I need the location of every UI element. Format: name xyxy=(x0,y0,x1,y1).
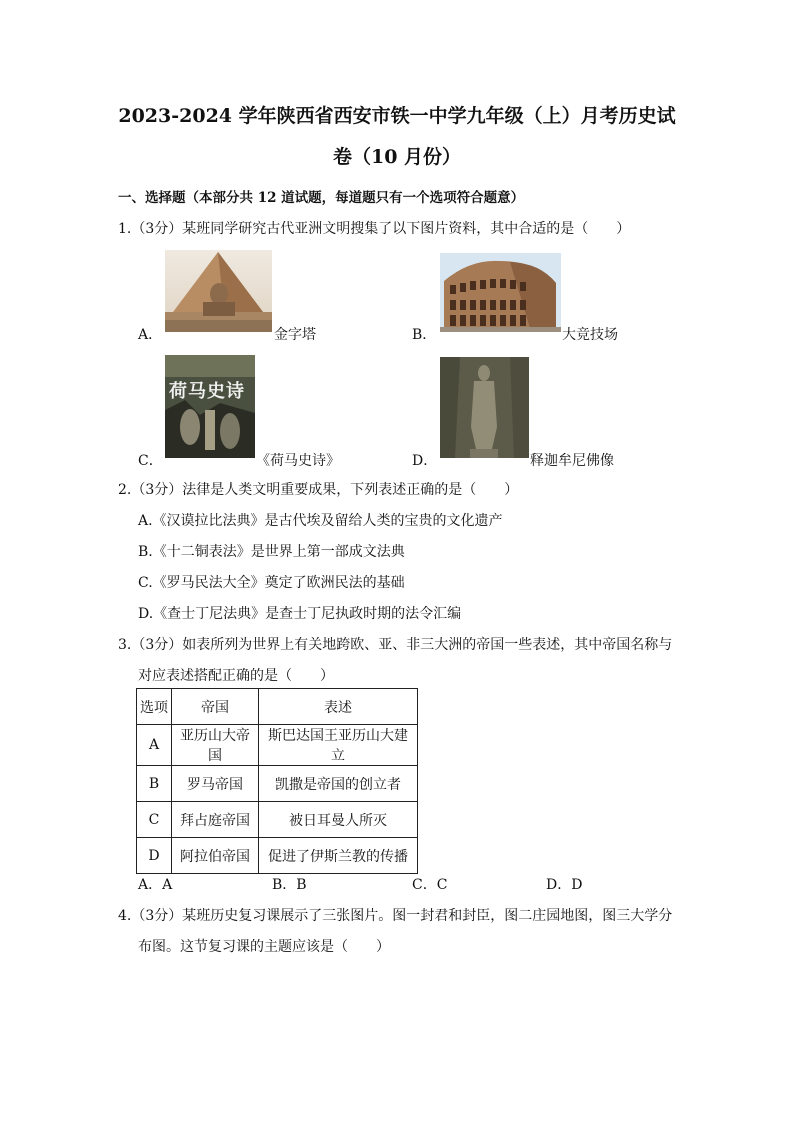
book-cover-title: 荷马史诗 xyxy=(169,381,245,402)
table-cell: 斯巴达国王亚历山大建立 xyxy=(259,725,418,766)
table-row xyxy=(137,766,418,802)
q2-option-a: A.《汉谟拉比法典》是古代埃及留给人类的宝贵的文化遗产 xyxy=(138,513,503,529)
exam-title-line-1: 2023-2024 学年陕西省西安市铁一中学九年级（上）月考历史试 xyxy=(118,105,676,127)
q1-option-c-letter: C． xyxy=(138,453,163,469)
table-row xyxy=(137,725,418,766)
section-heading: 一、选择题（本部分共 12 道试题，每道题只有一个选项符合题意） xyxy=(118,190,525,206)
q2-option-b: B.《十二铜表法》是世界上第一部成文法典 xyxy=(138,544,405,560)
table-cell: C xyxy=(137,802,172,838)
table-cell: D xyxy=(137,838,172,874)
q2-option-c: C.《罗马民法大全》奠定了欧洲民法的基础 xyxy=(138,575,405,591)
buddha-statue-image xyxy=(440,357,529,458)
table-header-cell: 选项 xyxy=(137,689,172,725)
table-cell: 拜占庭帝国 xyxy=(172,802,259,838)
table-cell: A xyxy=(137,725,172,766)
table-cell: 亚历山大帝国 xyxy=(172,725,259,766)
q1-option-a-letter: A． xyxy=(138,327,163,343)
q1-option-d-caption: 释迦牟尼佛像 xyxy=(530,453,614,469)
q1-option-b-caption: 大竞技场 xyxy=(562,327,618,343)
q2-option-d: D.《查士丁尼法典》是查士丁尼执政时期的法令汇编 xyxy=(138,606,462,622)
table-header-row xyxy=(137,689,418,725)
question-4-stem-line-1: 4.（3分）某班历史复习课展示了三张图片。图一封君和封臣，图二庄园地图，图三大学分 xyxy=(118,908,673,924)
table-cell: 促进了伊斯兰教的传播 xyxy=(259,838,418,874)
table-cell: 被日耳曼人所灭 xyxy=(259,802,418,838)
q3-answer-b: B．B xyxy=(272,877,307,893)
empire-table xyxy=(136,688,418,874)
exam-title-line-2: 卷（10 月份） xyxy=(332,146,462,168)
table-cell: 凯撒是帝国的创立者 xyxy=(259,766,418,802)
table-cell: 阿拉伯帝国 xyxy=(172,838,259,874)
homer-epic-book-cover-image xyxy=(165,355,255,458)
q3-answer-a: A．A xyxy=(138,877,173,893)
table-row xyxy=(137,838,418,874)
table-row xyxy=(137,802,418,838)
table-cell: 罗马帝国 xyxy=(172,766,259,802)
q3-answer-d: D．D xyxy=(546,877,583,893)
q1-option-a-caption: 金字塔 xyxy=(274,327,316,343)
question-1-stem: 1.（3分）某班同学研究古代亚洲文明搜集了以下图片资料，其中合适的是（ ） xyxy=(118,221,631,237)
q1-option-c-caption: 《荷马史诗》 xyxy=(256,453,340,469)
pyramid-sphinx-image xyxy=(165,250,272,332)
colosseum-image xyxy=(440,253,561,332)
q1-option-b-letter: B． xyxy=(412,327,437,343)
question-4-stem-line-2: 布图。这节复习课的主题应该是（ ） xyxy=(138,939,390,955)
question-3-stem-line-1: 3.（3分）如表所列为世界上有关地跨欧、亚、非三大洲的帝国一些表述，其中帝国名称与 xyxy=(118,637,673,653)
question-2-stem: 2.（3分）法律是人类文明重要成果，下列表述正确的是（ ） xyxy=(118,482,519,498)
question-3-stem-line-2: 对应表述搭配正确的是（ ） xyxy=(138,668,334,684)
q3-answer-c: C．C xyxy=(412,877,448,893)
q1-option-d-letter: D． xyxy=(412,453,438,469)
table-header-cell: 表述 xyxy=(259,689,418,725)
table-cell: B xyxy=(137,766,172,802)
table-header-cell: 帝国 xyxy=(172,689,259,725)
